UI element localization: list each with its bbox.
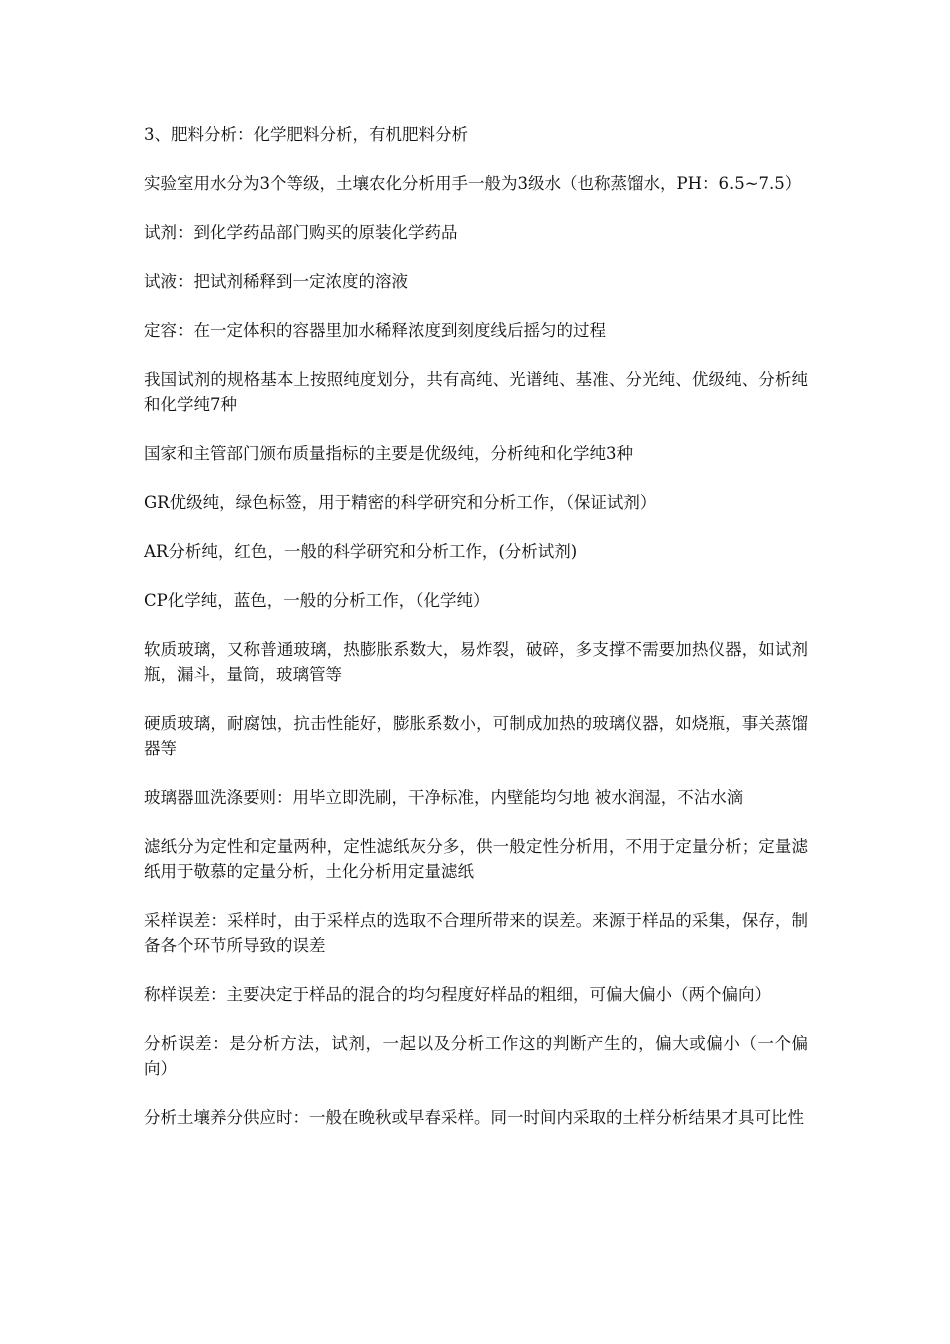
paragraph-national-standards: 国家和主管部门颁布质量指标的主要是优级纯，分析纯和化学纯3种	[144, 444, 633, 463]
paragraph-soft-glass: 软质玻璃，又称普通玻璃，热膨胀系数大，易炸裂，破碎，多支撑不需要加热仪器，如试剂瓶，漏斗，量筒，玻璃管等	[144, 640, 808, 684]
paragraph-volume-fixing: 定容：在一定体积的容器里加水稀释浓度到刻度线后摇匀的过程	[144, 321, 606, 340]
paragraph-reagent-grades: 我国试剂的规格基本上按照纯度划分，共有高纯、光谱纯、基准、分光纯、优级纯、分析纯和化学纯7种	[144, 370, 808, 414]
paragraph-soil-nutrient-sampling: 分析土壤养分供应时：一般在晚秋或早春采样。同一时间内采取的土样分析结果才具可比性	[144, 1108, 804, 1127]
paragraph-ar-grade: AR分析纯，红色，一般的科学研究和分析工作，(分析试剂)	[144, 542, 578, 561]
paragraph-filter-paper: 滤纸分为定性和定量两种，定性滤纸灰分多，供一般定性分析用，不用于定量分析；定量滤纸用于敬慕的定量分析，土化分析用定量滤纸	[144, 837, 808, 881]
document-page	[144, 122, 808, 1154]
paragraph-gr-grade: GR优级纯，绿色标签，用于精密的科学研究和分析工作，（保证试剂）	[144, 493, 657, 512]
paragraph-sampling-error: 采样误差：采样时，由于采样点的选取不合理所带来的误差。来源于样品的采集，保存，制备各个环节所导致的误差	[144, 911, 808, 955]
paragraph-solution-definition: 试液：把试剂稀释到一定浓度的溶液	[144, 272, 408, 291]
paragraph-hard-glass: 硬质玻璃，耐腐蚀，抗击性能好，膨胀系数小，可制成加热的玻璃仪器，如烧瓶，事关蒸馏器等	[144, 714, 808, 758]
paragraph-cp-grade: CP化学纯，蓝色，一般的分析工作，（化学纯）	[144, 591, 490, 610]
paragraph-glassware-washing: 玻璃器皿洗涤要则：用毕立即洗刷，干净标准，内壁能均匀地 被水润湿，不沾水滴	[144, 788, 744, 807]
paragraph-analysis-error: 分析误差：是分析方法，试剂，一起以及分析工作这的判断产生的，偏大或偏小（一个偏向）	[144, 1034, 808, 1078]
paragraph-weighing-error: 称样误差：主要决定于样品的混合的均匀程度好样品的粗细，可偏大偏小（两个偏向）	[144, 985, 771, 1004]
paragraph-fertilizer-analysis: 3、肥料分析：化学肥料分析，有机肥料分析	[144, 125, 468, 144]
paragraph-lab-water-grades: 实验室用水分为3个等级，土壤农化分析用手一般为3级水（也称蒸馏水，PH：6.5~7.5）	[144, 174, 802, 193]
paragraph-reagent-definition: 试剂：到化学药品部门购买的原装化学药品	[144, 223, 458, 242]
